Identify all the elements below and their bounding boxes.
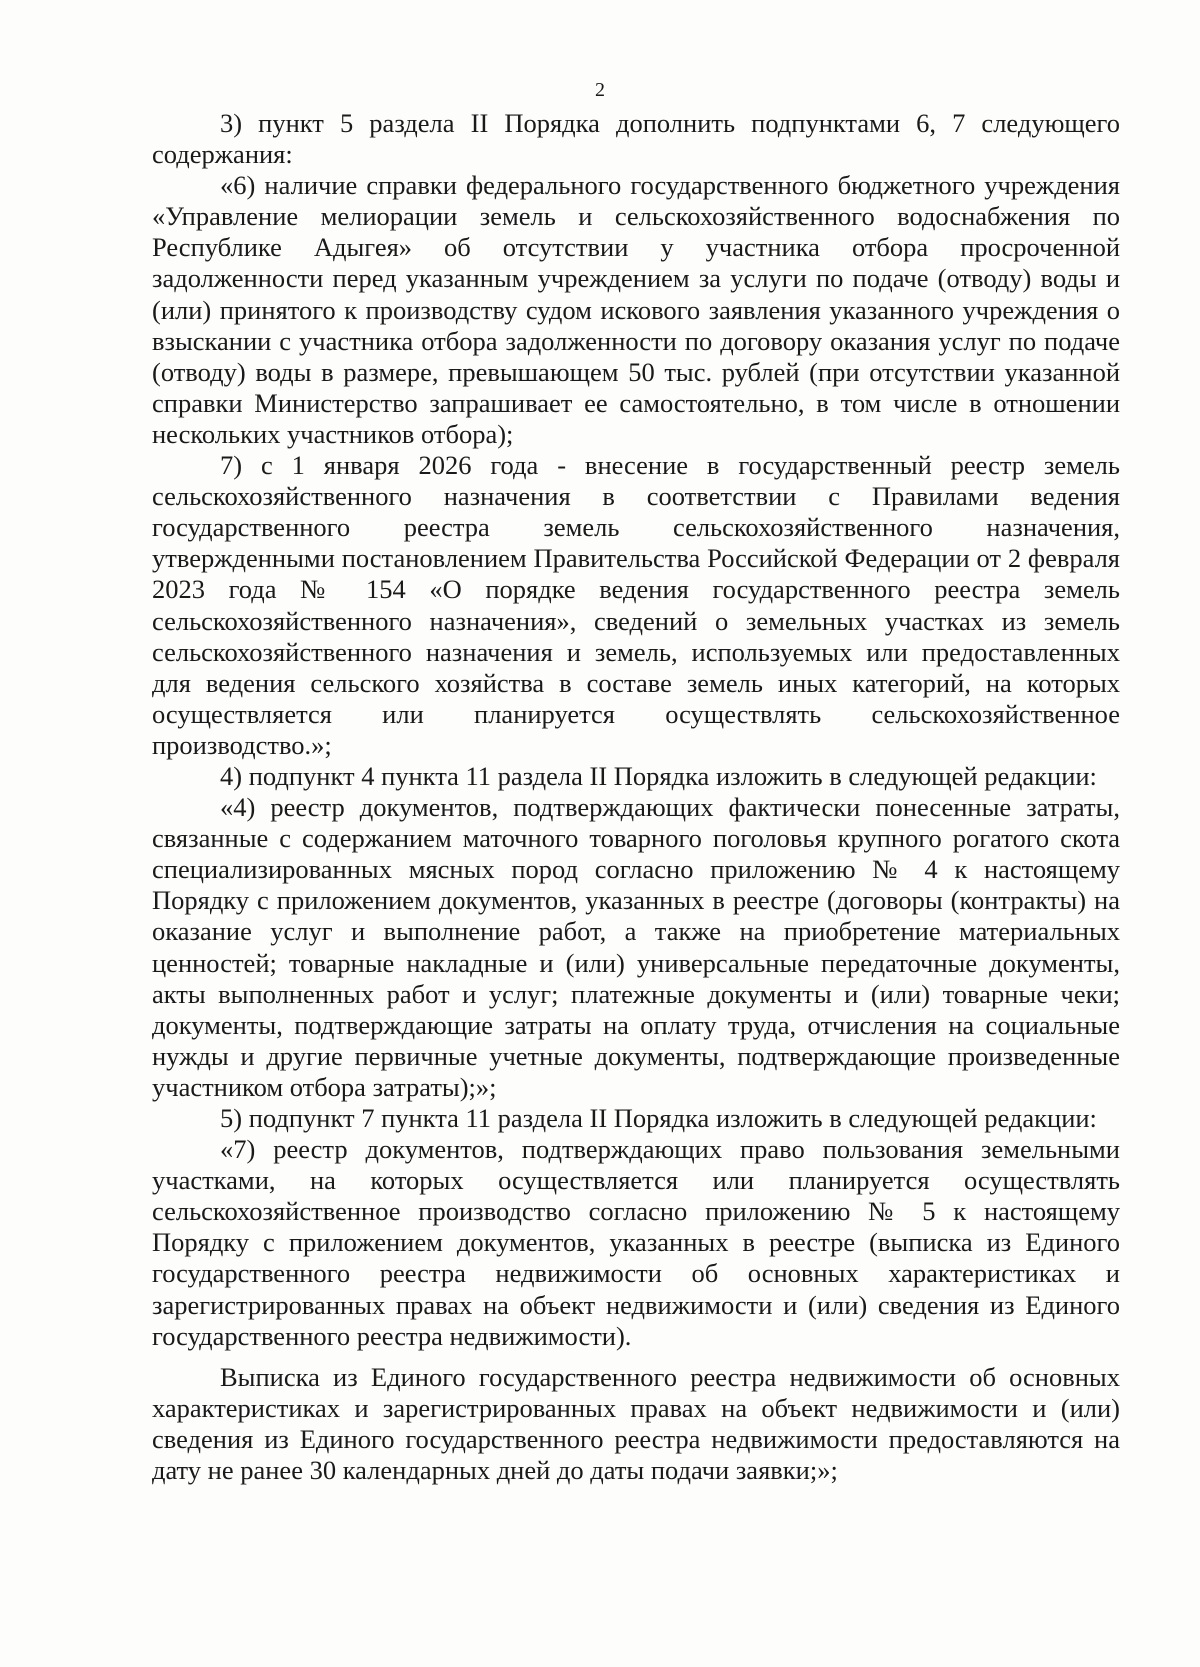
paragraph-amendment-4: 4) подпункт 4 пункта 11 раздела II Порядка изложить в следующей редакции:: [220, 760, 1097, 791]
page-number: 2: [595, 79, 605, 101]
paragraph-extract-note: Выписка из Единого государственного реестра недвижимости об основных характеристиках и зарегистрированных правах на объект недвижимости и (или) сведения из Единого государственного реестра недвижимости предоставляются на дату не ранее 30 календарных дней до даты подачи заявки;»;: [152, 1361, 1120, 1486]
document-body: [152, 108, 1120, 1486]
paragraph-amendment-3: 3) пункт 5 раздела II Порядка дополнить подпунктами 6, 7 следующего содержания:: [152, 108, 1120, 170]
paragraph-subitem-6: «6) наличие справки федерального государственного бюджетного учреждения «Управление мелиорации земель и сельскохозяйственного водоснабжения по Республике Адыгея» об отсутствии у участника отбора просроченной задолженности перед указанным учреждением за услуги по подаче (отводу) воды и (или) принятого к производству судом искового заявления указанного учреждения о взыскании с участника отбора задолженности по договору оказания услуг по подаче (отводу) воды в размере, превышающем 50 тыс. рублей (при отсутствии указанной справки Министерство запрашивает ее самостоятельно, в том числе в отношении нескольких участников отбора);: [152, 170, 1120, 449]
paragraph-subitem-7: 7) с 1 января 2026 года - внесение в государственный реестр земель сельскохозяйственного назначения в соответствии с Правилами ведения государственного реестра земель сельскохозяйственного назначения, утвержденными постановлением Правительства Российской Федерации от 2 февраля 2023 года № 154 «О порядке ведения государственного реестра земель сельскохозяйственного назначения», сведений о земельных участках из земель сельскохозяйственного назначения и земель, используемых или предоставленных для ведения сельского хозяйства в составе земель иных категорий, на которых осуществляется или планируется осуществлять сельскохозяйственное производство.»;: [152, 450, 1120, 760]
paragraph-new-subitem-7: «7) реестр документов, подтверждающих право пользования земельными участками, на которых осуществляется или планируется осуществлять сельскохозяйственное производство согласно приложению № 5 к настоящему Порядку с приложением документов, указанных в реестре (выписка из Единого государственного реестра недвижимости об основных характеристиках и зарегистрированных правах на объект недвижимости и (или) сведения из Единого государственного реестра недвижимости).: [152, 1134, 1120, 1351]
paragraph-amendment-5: 5) подпункт 7 пункта 11 раздела II Порядка изложить в следующей редакции:: [220, 1103, 1097, 1133]
paragraph-new-subitem-4: «4) реестр документов, подтверждающих фактически понесенные затраты, связанные с содержанием маточного товарного поголовья крупного рогатого скота специализированных мясных пород согласно приложению № 4 к настоящему Порядку с приложением документов, указанных в реестре (договоры (контракты) на оказание услуг и выполнение работ, а также на приобретение материальных ценностей; товарные накладные и (или) универсальные передаточные документы, акты выполненных работ и услуг; платежные документы и (или) товарные чеки; документы, подтверждающие затраты на оплату труда, отчисления на социальные нужды и другие первичные учетные документы, подтверждающие произведенные участником отбора затраты);»;: [152, 792, 1120, 1102]
